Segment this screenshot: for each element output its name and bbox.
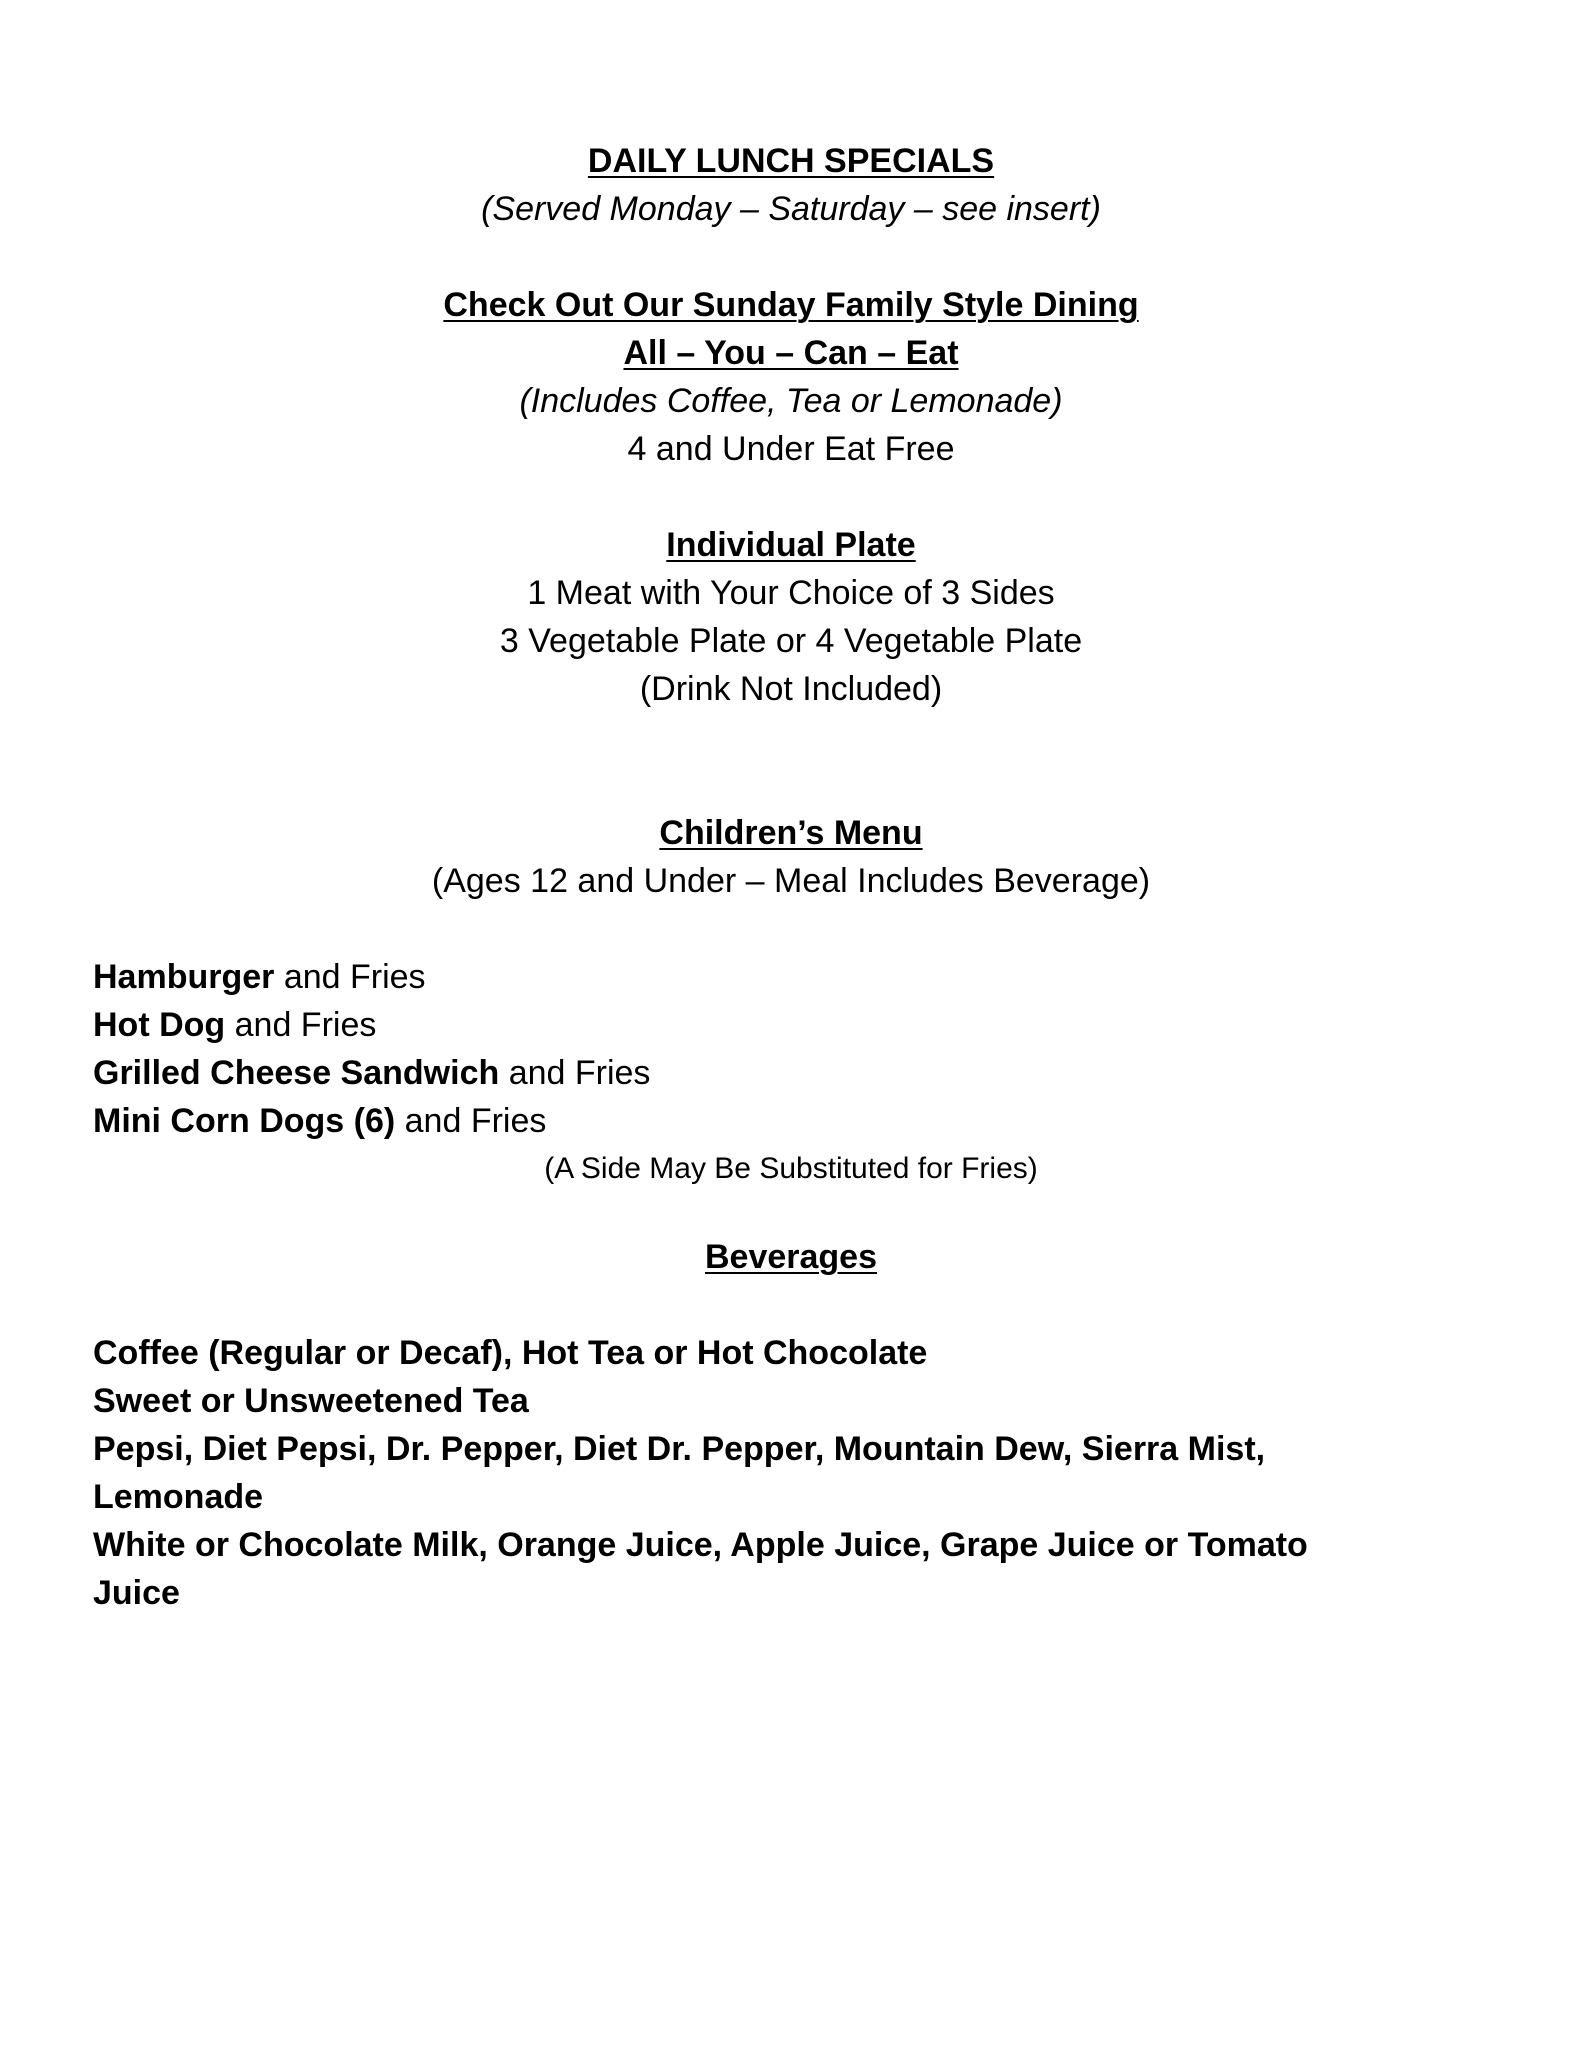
all-you-can-eat-heading: All – You – Can – Eat — [623, 334, 959, 372]
individual-plate-line-3: (Drink Not Included) — [639, 670, 943, 708]
kids-item-suffix: and Fries — [499, 1054, 651, 1092]
list-item — [93, 1053, 650, 1093]
individual-plate-line-2: 3 Vegetable Plate or 4 Vegetable Plate — [499, 622, 1083, 660]
substitution-note: (A Side May Be Substituted for Fries) — [544, 1152, 1038, 1185]
kids-eat-free-note: 4 and Under Eat Free — [627, 430, 955, 468]
childrens-menu-note: (Ages 12 and Under – Meal Includes Beverage) — [431, 862, 1151, 900]
individual-plate-line-1: 1 Meat with Your Choice of 3 Sides — [527, 574, 1055, 612]
lunch-specials-heading: DAILY LUNCH SPECIALS — [587, 142, 995, 180]
beverages-heading: Beverages — [704, 1238, 877, 1276]
kids-item-suffix: and Fries — [395, 1102, 547, 1140]
sunday-heading: Check Out Our Sunday Family Style Dining — [443, 286, 1139, 324]
kids-item-name: Mini Corn Dogs (6) — [93, 1102, 396, 1140]
kids-item-name: Grilled Cheese Sandwich — [93, 1054, 500, 1092]
sunday-includes-note: (Includes Coffee, Tea or Lemonade) — [519, 382, 1063, 420]
kids-item-suffix: and Fries — [274, 958, 426, 996]
beverage-line: Coffee (Regular or Decaf), Hot Tea or Hot Chocolate — [93, 1334, 928, 1372]
kids-item-name: Hamburger — [93, 958, 275, 996]
beverage-line: Pepsi, Diet Pepsi, Dr. Pepper, Diet Dr. Pepper, Mountain Dew, Sierra Mist, — [93, 1430, 1266, 1468]
list-item — [93, 1005, 376, 1045]
beverage-line: Sweet or Unsweetened Tea — [93, 1382, 529, 1420]
lunch-specials-note: (Served Monday – Saturday – see insert) — [481, 190, 1101, 228]
list-item — [93, 957, 426, 997]
list-item — [93, 1101, 546, 1141]
individual-plate-heading: Individual Plate — [666, 526, 916, 564]
beverage-line: White or Chocolate Milk, Orange Juice, Apple Juice, Grape Juice or Tomato — [93, 1526, 1308, 1564]
beverage-line: Lemonade — [93, 1478, 264, 1516]
kids-item-suffix: and Fries — [225, 1006, 377, 1044]
beverage-line: Juice — [93, 1574, 180, 1612]
kids-item-name: Hot Dog — [93, 1006, 226, 1044]
childrens-menu-heading: Children’s Menu — [659, 814, 923, 852]
